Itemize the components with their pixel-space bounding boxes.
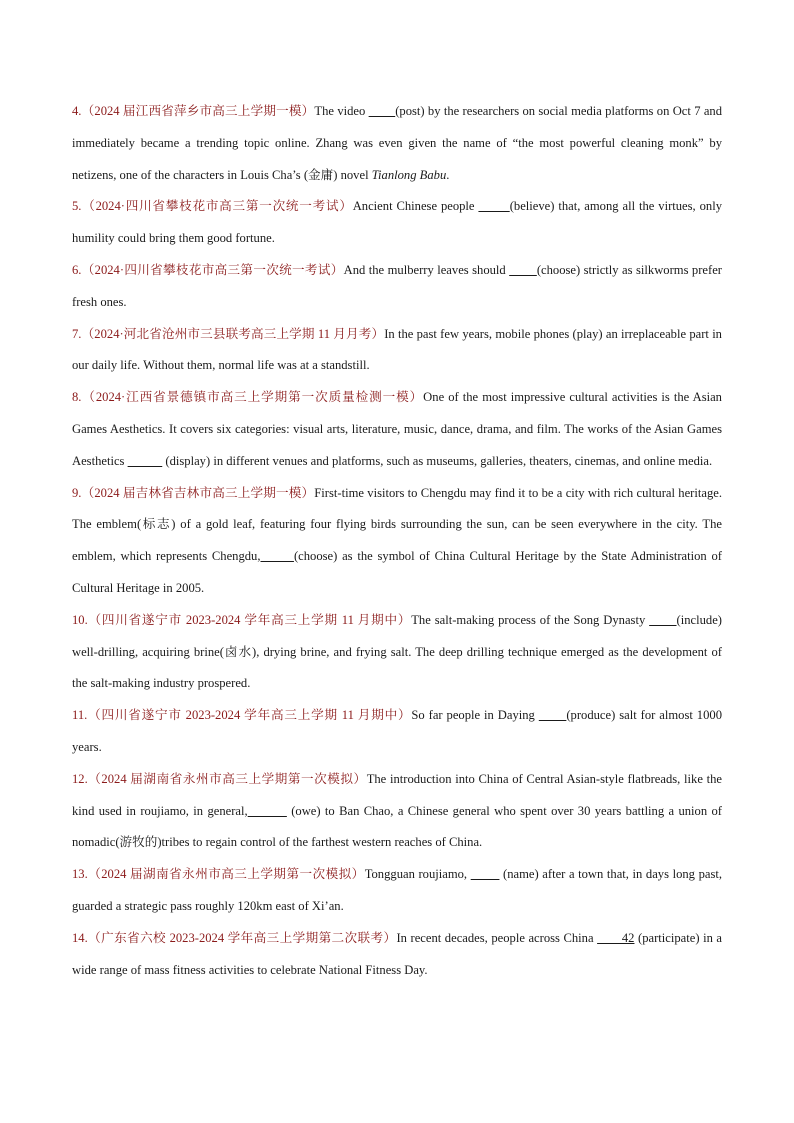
question-number: 4.	[72, 104, 82, 118]
answer-blank	[248, 804, 287, 818]
question-item	[72, 255, 722, 319]
question-source	[72, 931, 396, 945]
question-source	[72, 772, 367, 786]
answer-blank	[509, 263, 537, 277]
question-source-text: （2024 届江西省萍乡市高三上学期一模）	[81, 104, 315, 118]
question-number: 14.	[72, 930, 88, 945]
question-item	[72, 191, 722, 255]
question-text-after: (choose) strictly as silkworms prefer fresh ones.	[72, 262, 722, 309]
italic-title: Tianlong Babu	[371, 167, 447, 182]
answer-blank	[649, 613, 676, 627]
question-text-after: (name) after a town that, in days long past, guarded a strategic pass roughly 120km east of Xi’an.	[72, 867, 723, 913]
question-number: 12.	[72, 771, 88, 786]
question-number: 11.	[72, 708, 88, 723]
question-source-text: （广东省六校 2023-2024 学年高三上学期第二次联考）	[87, 930, 397, 945]
answer-blank: 42	[597, 930, 635, 945]
question-text: One of the most impressive cultural activities is the Asian Games Aesthetics. It covers six categories: visual arts, literature, music, dance, drama, and film. The works of the Asian Games Aesthetics	[72, 390, 722, 468]
question-text-after: (produce) salt for almost 1000 years.	[72, 708, 722, 754]
question-list	[72, 96, 722, 986]
question-item	[72, 923, 722, 987]
answer-blank	[471, 867, 500, 881]
question-text-after: (post) by the researchers on social media platforms on Oct 7 and immediately became a trending topic online. Zhang was even given the name of “the most powerful cleaning monk” by netizens, one of the characters in Louis Cha’s (金庸) novel	[72, 104, 722, 182]
question-source-text: （2024·四川省攀枝花市高三第一次统一考试）	[81, 199, 353, 214]
question-source-text: （四川省遂宁市 2023-2024 学年高三上学期 11 月期中）	[87, 708, 412, 723]
question-source	[72, 263, 344, 277]
question-item	[72, 859, 722, 923]
question-number: 5.	[72, 199, 82, 214]
question-item	[72, 319, 722, 383]
question-number: 10.	[72, 612, 88, 627]
question-source	[72, 613, 411, 627]
question-source	[72, 327, 384, 341]
question-text: So far people in Daying	[411, 708, 539, 723]
question-item	[72, 764, 722, 859]
question-text-after: (include) well-drilling, acquiring brine(卤水), drying brine, and frying salt. The deep drilling technique emerged as the development of the salt-making industry prospered.	[72, 612, 722, 691]
answer-blank	[261, 549, 294, 563]
question-text: First-time visitors to Chengdu may find it to be a city with rich cultural heritage. The emblem(标志) of a gold leaf, featuring four flying birds surrounding the sun, can be seen everywhere in the city. The emblem, which represents Chengdu,	[72, 485, 722, 564]
question-number: 9.	[72, 485, 82, 500]
answer-blank	[369, 104, 396, 118]
question-text: And the mulberry leaves should	[343, 262, 510, 277]
question-text-after: (believe) that, among all the virtues, only humility could bring them good fortune.	[72, 199, 722, 246]
answer-blank	[478, 199, 509, 213]
question-item	[72, 382, 722, 477]
question-item	[72, 605, 722, 700]
question-text-after: (display) in different venues and platforms, such as museums, galleries, theaters, cinemas, and online media.	[162, 453, 713, 468]
answer-blank	[128, 454, 163, 468]
question-source-text: （2024 届湖南省永州市高三上学期第一次模拟）	[87, 771, 367, 786]
question-text: Tongguan roujiamo,	[364, 867, 471, 882]
question-source	[72, 104, 314, 118]
question-source-text: （2024·四川省攀枝花市高三第一次统一考试）	[81, 262, 344, 277]
question-item	[72, 478, 722, 605]
question-text-after: (choose) as the symbol of China Cultural Heritage by the State Administration of Cultural Heritage in 2005.	[72, 549, 722, 595]
question-source	[72, 199, 353, 213]
question-item	[72, 96, 722, 191]
question-source-text: （四川省遂宁市 2023-2024 学年高三上学期 11 月期中）	[87, 612, 412, 627]
question-source	[72, 708, 411, 722]
question-source-text: （2024 届湖南省永州市高三上学期第一次模拟）	[87, 867, 365, 882]
question-text-after: (participate) in a wide range of mass fitness activities to celebrate National Fitness Day.	[72, 930, 722, 977]
question-number: 13.	[72, 867, 88, 882]
question-text: The salt-making process of the Song Dynasty	[411, 612, 650, 627]
question-item	[72, 700, 722, 764]
question-text-end: .	[446, 167, 450, 182]
answer-blank	[539, 708, 567, 722]
question-text: The introduction into China of Central Asian-style flatbreads, like the kind used in roujiamo, in general,	[72, 771, 722, 818]
question-source	[72, 486, 314, 500]
question-text-after: (owe) to Ban Chao, a Chinese general who spent over 30 years battling a union of nomadic(游牧的)tribes to regain control of the farthest western reaches of China.	[72, 803, 722, 850]
question-text: In recent decades, people across China	[396, 930, 598, 945]
question-text: Ancient Chinese people	[352, 199, 479, 214]
question-source-text: （2024·江西省景德镇市高三上学期第一次质量检测一模）	[81, 390, 424, 405]
question-source-text: （2024·河北省沧州市三县联考高三上学期 11 月月考）	[81, 326, 385, 341]
question-text: In the past few years, mobile phones (play) an irreplaceable part in our daily life. Without them, normal life was at a standstill.	[72, 326, 722, 373]
question-number: 7.	[72, 326, 82, 341]
question-source	[72, 867, 365, 881]
question-source-text: （2024 届吉林省吉林市高三上学期一模）	[81, 485, 315, 500]
question-text: The video	[314, 104, 369, 118]
question-number: 8.	[72, 390, 82, 405]
question-number: 6.	[72, 262, 82, 277]
question-source	[72, 390, 423, 404]
